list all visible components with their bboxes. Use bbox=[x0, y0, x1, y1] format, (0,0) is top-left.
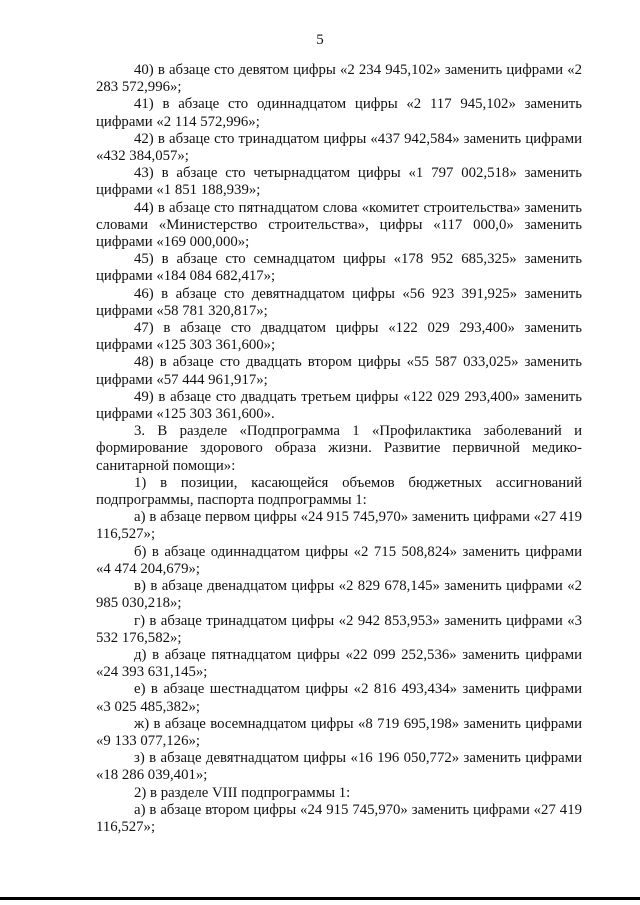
paragraph-46: 46) в абзаце сто девятнадцатом цифры «56 923 391,925» заменить цифрами «58 781 320,817»; bbox=[96, 285, 582, 319]
paragraph-40: 40) в абзаце сто девятом цифры «2 234 945,102» заменить цифрами «2 283 572,996»; bbox=[96, 62, 582, 96]
paragraph-43: 43) в абзаце сто четырнадцатом цифры «1 797 002,518» заменить цифрами «1 851 188,939»; bbox=[96, 165, 582, 199]
subitem-2a: а) в абзаце втором цифры «24 915 745,970» заменить цифрами «27 419 116,527»; bbox=[96, 801, 582, 835]
subitem-d: д) в абзаце пятнадцатом цифры «22 099 252,536» заменить цифрами «24 393 631,145»; bbox=[96, 646, 582, 681]
paragraph-48: 48) в абзаце сто двадцать втором цифры «55 587 033,025» заменить цифрами «57 444 961,917»; bbox=[96, 354, 582, 388]
subitem-zh: ж) в абзаце восемнадцатом цифры «8 719 695,198» заменить цифрами «9 133 077,126»; bbox=[96, 715, 582, 749]
subitem-2: 2) в разделе VIII подпрограммы 1: bbox=[134, 784, 351, 801]
subitem-1: 1) в позиции, касающейся объемов бюджетных ассигнований подпрограммы, паспорта подпрограммы 1: bbox=[96, 474, 582, 509]
paragraph-45: 45) в абзаце сто семнадцатом цифры «178 952 685,325» заменить цифрами «184 084 682,417»; bbox=[96, 251, 582, 285]
subitem-g: г) в абзаце тринадцатом цифры «2 942 853,953» заменить цифрами «3 532 176,582»; bbox=[96, 612, 582, 646]
paragraph-49: 49) в абзаце сто двадцать третьем цифры «122 029 293,400» заменить цифрами «125 303 361,600». bbox=[96, 388, 582, 423]
section-3-heading: 3. В разделе «Подпрограмма 1 «Профилактика заболеваний и формирование здорового образа жизни. Развитие первичной медико-санитарной помощи»: bbox=[96, 423, 582, 474]
paragraph-41: 41) в абзаце сто одиннадцатом цифры «2 117 945,102» заменить цифрами «2 114 572,996»; bbox=[96, 96, 582, 130]
subitem-a: а) в абзаце первом цифры «24 915 745,970» заменить цифрами «27 419 116,527»; bbox=[96, 509, 582, 543]
subitem-e: е) в абзаце шестнадцатом цифры «2 816 493,434» заменить цифрами «3 025 485,382»; bbox=[96, 681, 582, 715]
paragraph-44: 44) в абзаце сто пятнадцатом слова «комитет строительства» заменить словами «Министерство строительства», цифры «117 000,0» заменить цифрами «169 000,000»; bbox=[96, 199, 582, 251]
subitem-v: в) в абзаце двенадцатом цифры «2 829 678,145» заменить цифрами «2 985 030,218»; bbox=[96, 578, 582, 612]
document-body bbox=[96, 62, 582, 836]
subitem-z: з) в абзаце девятнадцатом цифры «16 196 050,772» заменить цифрами «18 286 039,401»; bbox=[96, 750, 582, 784]
paragraph-42: 42) в абзаце сто тринадцатом цифры «437 942,584» заменить цифрами «432 384,057»; bbox=[96, 130, 582, 165]
page-number: 5 bbox=[316, 32, 324, 48]
paragraph-47: 47) в абзаце сто двадцатом цифры «122 029 293,400» заменить цифрами «125 303 361,600»; bbox=[96, 320, 582, 354]
subitem-b: б) в абзаце одиннадцатом цифры «2 715 508,824» заменить цифрами «4 474 204,679»; bbox=[96, 543, 582, 577]
page-bottom-edge bbox=[0, 897, 640, 900]
